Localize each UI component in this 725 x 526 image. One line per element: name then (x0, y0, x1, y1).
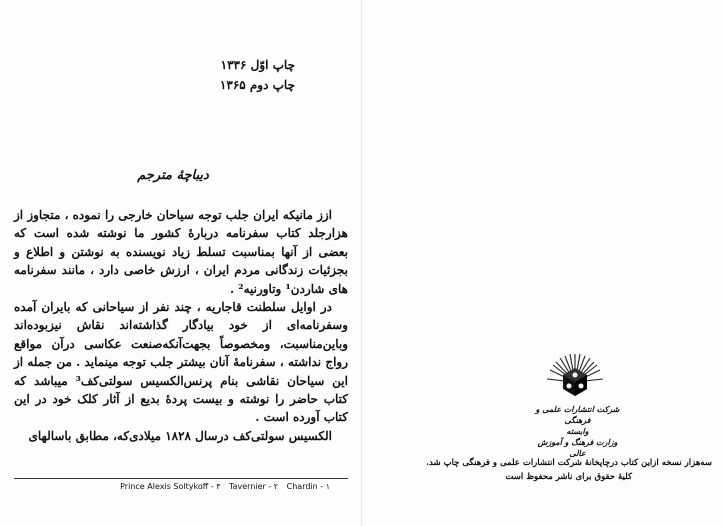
edition-first: چاپ اوّل ۱۳۳۶ (220, 58, 295, 72)
footnote-2: Tavernier - ۲ (229, 482, 279, 491)
footnote-divider (14, 478, 348, 479)
footnotes (90, 482, 330, 491)
footnote-1: Chardin - ۱ (286, 482, 330, 491)
publisher-emblem-icon (545, 352, 605, 412)
edition-second: چاپ دوم ۱۳۶۵ (219, 78, 295, 92)
preface-paragraph-1: ازز مانیکه ایران جلب توجه سیاحان خارجی را نموده ، متجاوز از هزارجلد کتاب سفرنامه دربارهٔ کشور ما نوشته شده است که بعضی از آنها بمناسبت تسلط زیاد نویسنده به نوشتن و اطلاع و بجزئیات زندگانی مردم ایران ، ارزش خاصی دارد ، مانند سفرنامه های شاردن¹ وتاورنیه² . (14, 208, 348, 296)
print-run-note: سه‌هزار نسخه ازاین کتاب درچاپخانهٔ شرکت انتشارات علمی و فرهنگی چاپ شد. (426, 458, 712, 468)
footnote-3: Prince Alexis Soltykoff - ۳ (120, 482, 221, 491)
preface-body (14, 206, 348, 445)
publisher-ministry: وزارت فرهنگ و آموزش عالی (537, 437, 618, 458)
preface-paragraph-3: الکسیس سولتی‌کف درسال ۱۸۲۸ میلادی‌که، مطابق باسالهای (28, 428, 332, 443)
publisher-note (382, 456, 712, 484)
edition-info (220, 55, 295, 95)
publisher-affiliation-label: وابسته (566, 426, 589, 436)
left-page (0, 0, 362, 526)
publisher-name: شرکت انتشارات علمی و فرهنگی (535, 404, 620, 425)
preface-title: دیباچهٔ مترجم (137, 168, 209, 183)
publisher-logo-caption (530, 404, 625, 459)
rights-reserved: کلیهٔ حقوق برای ناشر محفوظ است (505, 472, 632, 482)
preface-paragraph-2: در اوایل سلطنت قاجاریه ، چند نفر از سیاحانی که بایران آمده وسفرنامه‌ای از خود بیادگار گذاشته‌اند نقاش نیزبوده‌اند وباین‌مناسبت، ومخصوصاً بجهت‌آنکه‌صنعت عکاسی درآن مواقع رواج نداشته ، سفرنامهٔ آنان بیشتر جلب توجه مینماید . من جمله از این سیاحان نقاشی بنام پرنس‌الکسیس سولتی‌کف³ میباشد که کتاب حاضر را نوشته و بیست پردهٔ بدیع از آثار کلک خود در این کتاب آورده است . (14, 300, 348, 425)
